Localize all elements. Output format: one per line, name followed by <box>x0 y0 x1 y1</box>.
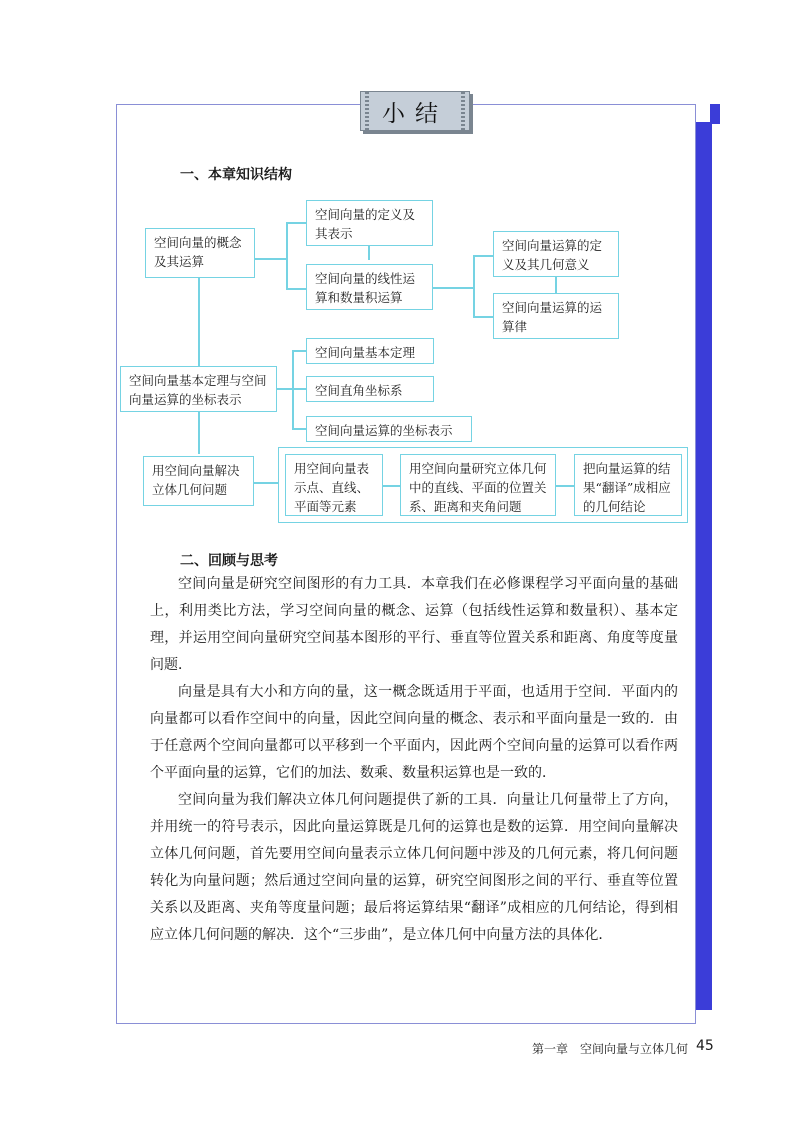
footer-chapter-title: 第一章 空间向量与立体几何 <box>532 1042 689 1056</box>
box-linear-operation: 空间向量的线性运算和数量积运算 <box>306 264 433 310</box>
connector <box>254 258 286 260</box>
title-tab <box>360 91 470 131</box>
box-step-compute: 用空间向量研究立体几何中的直线、平面的位置关系、距离和夹角问题 <box>400 454 556 516</box>
connector <box>254 482 278 484</box>
connector <box>555 277 557 293</box>
box-solve-solid-geometry: 用空间向量解决立体几何问题 <box>143 456 254 506</box>
section2-heading: 二、回顾与思考 <box>180 553 278 569</box>
connector <box>368 246 370 260</box>
connector <box>286 288 306 290</box>
box-step-represent: 用空间向量表示点、直线、平面等元素 <box>285 454 383 516</box>
connector <box>286 222 306 224</box>
section1-heading: 一、本章知识结构 <box>180 167 292 183</box>
connector <box>198 278 200 366</box>
connector <box>473 316 493 318</box>
connector <box>556 485 574 487</box>
connector <box>383 485 400 487</box>
box-basic-theorem: 空间向量基本定理 <box>306 338 434 364</box>
box-operation-definition: 空间向量运算的定义及其几何意义 <box>493 231 619 277</box>
tab-left-decoration <box>365 92 369 130</box>
page-shadow-strip <box>710 104 720 124</box>
paragraph: 空间向量是研究空间图形的有力工具．本章我们在必修课程学习平面向量的基础上，利用类比方法，学习空间向量的概念、运算（包括线性运算和数量积）、基本定理，并运用空间向量研究空间基本图形的平行、垂直等位置关系和距离、角度等度量问题． <box>150 576 678 673</box>
box-definition: 空间向量的定义及其表示 <box>306 200 433 246</box>
connector <box>292 388 306 390</box>
page-title: 小结 <box>382 100 448 127</box>
connector <box>276 388 292 390</box>
box-step-translate: 把向量运算的结果“翻译”成相应的几何结论 <box>574 454 682 516</box>
paragraph: 空间向量为我们解决立体几何问题提供了新的工具．向量让几何量带上了方向，并用统一的符号表示，因此向量运算既是几何的运算也是数的运算．用空间向量解决立体几何问题，首先要用空间向量表示立体几何问题中涉及的几何元素，将几何问题转化为向量问题；然后通过空间向量的运算，研究空间图形之间的平行、垂直等位置关系以及距离、夹角等度量问题；最后将运算结果“翻译”成相应的几何结论，得到相应立体几何问题的解决．这个“三步曲”，是立体几何中向量方法的具体化． <box>150 792 678 943</box>
paragraph: 向量是具有大小和方向的量，这一概念既适用于平面，也适用于空间．平面内的向量都可以看作空间中的向量，因此空间向量的概念、表示和平面向量是一致的．由于任意两个空间向量都可以平移到一个平面内，因此两个空间向量的运算可以看作两个平面向量的运算，它们的加法、数乘、数量积运算也是一致的． <box>150 684 678 781</box>
connector <box>473 255 475 316</box>
box-operation-law: 空间向量运算的运算律 <box>493 293 619 339</box>
box-coordinate-representation: 空间向量运算的坐标表示 <box>306 416 472 442</box>
connector <box>286 222 288 288</box>
page-number: 45 <box>696 1038 714 1054</box>
connector <box>292 428 306 430</box>
connector <box>198 412 200 454</box>
connector <box>473 255 493 257</box>
review-text <box>150 571 678 949</box>
connector <box>292 350 306 352</box>
box-basic-theorem-coordinates: 空间向量基本定理与空间向量运算的坐标表示 <box>120 366 277 412</box>
box-coordinate-system: 空间直角坐标系 <box>306 376 434 402</box>
connector <box>433 287 473 289</box>
tab-right-decoration <box>461 92 465 130</box>
box-concept: 空间向量的概念及其运算 <box>145 228 255 278</box>
